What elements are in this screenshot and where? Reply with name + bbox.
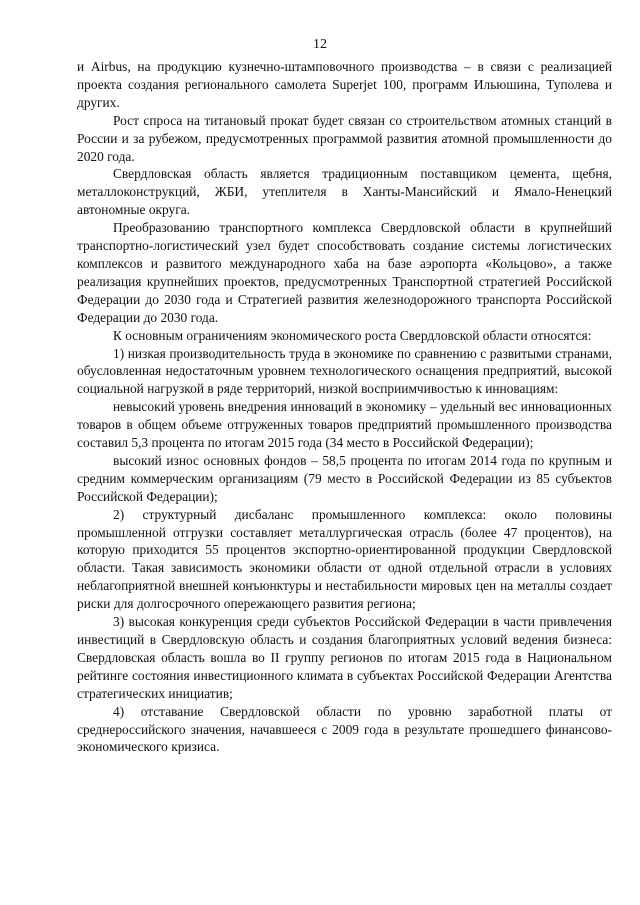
page-number: 12 (313, 37, 327, 52)
list-subitem: высокий износ основных фондов – 58,5 процента по итогам 2014 года по крупным и средним коммерческим организациям (79 место в Российской Федерации из 85 субъектов Российской Федерации); (77, 452, 612, 504)
list-item: 3) высокая конкуренция среди субъектов Российской Федерации в части привлечения инвестиций в Свердловскую область и создания благоприятных условий ведения бизнеса: Свердловская область вошла во II группу регионов по итогам 2015 года в Национальном рейтинге состояния инвестиционного климата в субъектах Российской Федерации Агентства стратегических инициатив; (77, 614, 612, 701)
paragraph: К основным ограничениям экономического роста Свердловской области относятся: (113, 327, 592, 343)
paragraph: Преобразованию транспортного комплекса Свердловской области в крупнейший транспортно-логистический узел будет способствовать создание системы логистических комплексов и развитого международного хаба на базе аэропорта «Кольцово», а также реализация крупнейших проектов, предусмотренных Транспортной стратегией Российской Федерации до 2030 года и Стратегией развития железнодорожного транспорта Российской Федерации до 2030 года. (77, 220, 612, 325)
list-item: 4) отставание Свердловской области по уровню заработной платы от среднероссийского значения, начавшееся с 2009 года в результате прошедшего финансово-экономического кризиса. (77, 703, 612, 755)
list-item: 2) структурный дисбаланс промышленного комплекса: около половины промышленной отгрузки составляет металлургическая отрасль (более 47 процентов), на которую приходится 55 процентов экспортно-ориентированной продукции Свердловской области. Такая зависимость экономики области от одной отдельной отрасли в условиях неблагоприятной внешней конъюнктуры и нестабильности мировых цен на металлы создает риски для долгосрочного опережающего развития региона; (77, 506, 612, 612)
paragraph: и Airbus, на продукцию кузнечно-штамповочного производства – в связи с реализацией проекта создания регионального самолета Superjet 100, программ Ильюшина, Туполева и других. (77, 59, 612, 110)
list-subitem: невысокий уровень внедрения инноваций в экономику – удельный вес инновационных товаров в общем объеме отгруженных товаров предприятий промышленного производства составил 5,3 процента по итогам 2015 года (34 место в Российской Федерации); (77, 399, 612, 451)
paragraph: Свердловская область является традиционным поставщиком цемента, щебня, металлоконструкций, ЖБИ, утеплителя в Ханты-Мансийский и Ямало-Ненецкий автономные округа. (77, 166, 612, 218)
list-item: 1) низкая производительность труда в экономике по сравнению с развитыми странами, обусловленная недостаточным уровнем технологического оснащения предприятий, высокой социальной нагрузкой в ряде территорий, низкой восприимчивостью к инновациям: (77, 345, 612, 397)
document-body (77, 58, 612, 756)
paragraph: Рост спроса на титановый прокат будет связан со строительством атомных станций в России и за рубежом, предусмотренных программой развития атомной промышленности до 2020 года. (77, 112, 612, 164)
